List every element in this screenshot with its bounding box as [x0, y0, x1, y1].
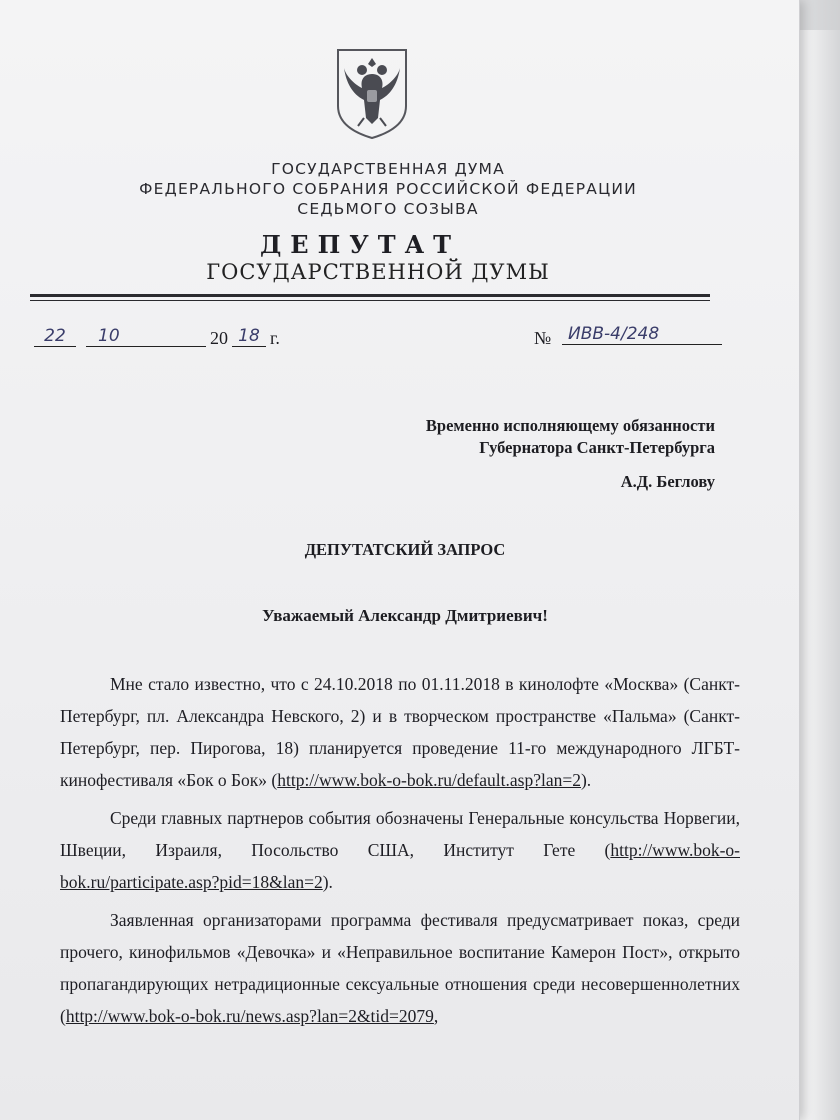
- date-year-suffix: 18: [232, 326, 266, 347]
- header-rule-thick: [30, 294, 710, 297]
- addressee-name: А.Д. Беглову: [620, 472, 715, 491]
- paragraph-1-end: ).: [580, 770, 592, 790]
- paragraph-3-text: Заявленная организаторами программа фестиваля предусматривает показ, среди прочего, кинофильмов «Девочка» и «Неправильное воспитание Камерон Пост», открыто пропагандирующих нетрадиционные сексуальные отношения среди несовершеннолетних (: [60, 910, 740, 1026]
- header-rule-thin: [30, 300, 710, 301]
- date-number-row: [34, 326, 724, 356]
- deputat-title: ДЕПУТАТ: [259, 230, 461, 259]
- document-title: ДЕПУТАТСКИЙ ЗАПРОС: [304, 540, 506, 559]
- greeting: Уважаемый Александр Дмитриевич!: [262, 606, 548, 625]
- header-line-1: ГОСУДАРСТВЕННАЯ ДУМА: [271, 160, 505, 178]
- coat-of-arms-icon: [334, 44, 410, 140]
- date-year-prefix: 20: [210, 328, 228, 348]
- paragraph-3: [60, 904, 740, 1032]
- addressee-line-2: Губернатора Санкт-Петербурга: [479, 438, 715, 457]
- document-body: [60, 668, 740, 1038]
- date-month-field: [86, 326, 206, 347]
- paragraph-2-text: Среди главных партнеров события обозначены Генеральные консульства Норвегии, Швеции, Израиля, Посольство США, Институт Гете (: [60, 808, 740, 860]
- document-number: ИВВ-4/248: [562, 324, 722, 345]
- paragraph-3-end: ,: [433, 1006, 439, 1026]
- header-line-2: ФЕДЕРАЛЬНОГО СОБРАНИЯ РОССИЙСКОЙ ФЕДЕРАЦИИ: [139, 180, 637, 198]
- paragraph-3-link: http://www.bok-o-bok.ru/news.asp?lan=2&tid=2079: [65, 1006, 434, 1026]
- date-year-label: г.: [270, 328, 280, 348]
- header-line-3: СЕДЬМОГО СОЗЫВА: [297, 200, 479, 218]
- date-month: 10: [98, 326, 120, 346]
- paragraph-2-link: http://www.bok-o-bok.ru/participate.asp?pid=18&lan=2: [60, 840, 740, 892]
- paragraph-2: [60, 802, 740, 898]
- date-day: 22: [34, 326, 76, 347]
- duma-subtitle: ГОСУДАРСТВЕННОЙ ДУМЫ: [206, 260, 550, 284]
- number-label: №: [534, 328, 552, 348]
- addressee-line-1: Временно исполняющему обязанности: [425, 416, 715, 435]
- paragraph-1-link: http://www.bok-o-bok.ru/default.asp?lan=2: [277, 770, 581, 790]
- paragraph-2-end: ).: [322, 872, 333, 892]
- paragraph-1: [60, 668, 740, 796]
- paragraph-1-text: Мне стало известно, что с 24.10.2018 по 01.11.2018 в кинолофте «Москва» (Санкт-Петербург, пл. Александра Невского, 2) и в творческом пространстве «Пальма» (Санкт-Петербург, пер. Пирогова, 18) планируется проведение 11-го международного ЛГБТ-кинофестиваля «Бок о Бок» (: [60, 674, 740, 790]
